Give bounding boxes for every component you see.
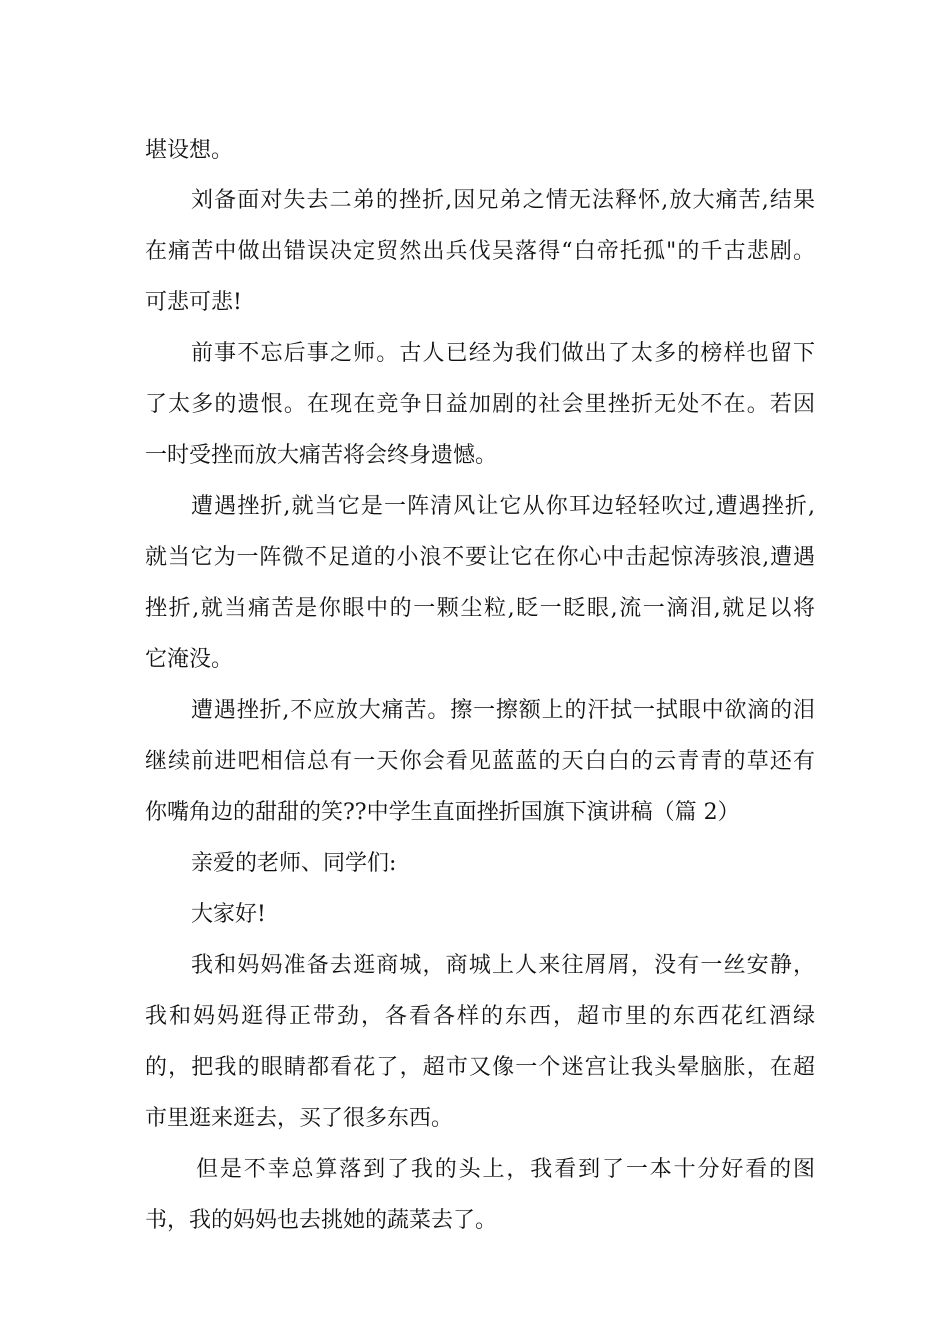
- paragraph-mall-line-2: 我和妈妈逛得正带劲，各看各样的东西，超市里的东西花红酒绿: [145, 1004, 815, 1029]
- paragraph-lesson-line-2: 了太多的遗恨。在现在竞争日益加剧的社会里挫折无处不在。若因: [145, 392, 815, 417]
- paragraph-liubei-line-2: 在痛苦中做出错误决定贸然出兵伐吴落得“白帝托孤"的千古悲剧。: [145, 239, 815, 264]
- paragraph-setback-line-4: 它淹没。: [145, 647, 234, 672]
- paragraph-mall-line-3: 的，把我的眼睛都看花了，超市又像一个迷宫让我头晕脑胀，在超: [145, 1055, 815, 1080]
- paragraph-setback-line-3: 挫折,就当痛苦是你眼中的一颗尘粒,眨一眨眼,流一滴泪,就足以将: [145, 596, 815, 621]
- paragraph-book-line-2: 书，我的妈妈也去挑她的蔬菜去了。: [145, 1208, 498, 1233]
- paragraph-book-line-1: 但是不幸总算落到了我的头上，我看到了一本十分好看的图: [196, 1157, 815, 1182]
- paragraph-lesson-line-3: 一时受挫而放大痛苦将会终身遗憾。: [145, 443, 498, 468]
- paragraph-liubei-line-3: 可悲可悲!: [145, 290, 242, 315]
- text-line-1: 堪设想。: [145, 138, 234, 163]
- paragraph-setback-line-2: 就当它为一阵微不足道的小浪不要让它在你心中击起惊涛骇浪,遭遇: [145, 545, 815, 570]
- paragraph-forward-line-2: 继续前进吧相信总有一天你会看见蓝蓝的天白白的云青青的草还有: [145, 749, 815, 774]
- paragraph-lesson-line-1: 前事不忘后事之师。古人已经为我们做出了太多的榜样也留下: [191, 341, 815, 366]
- greeting: 大家好!: [191, 902, 266, 927]
- paragraph-setback-line-1: 遭遇挫折,就当它是一阵清风让它从你耳边轻轻吹过,遭遇挫折,: [191, 494, 815, 519]
- salutation: 亲爱的老师、同学们:: [191, 851, 397, 876]
- paragraph-forward-line-3: 你嘴角边的甜甜的笑??中学生直面挫折国旗下演讲稿（篇 2）: [145, 800, 740, 825]
- paragraph-forward-line-1: 遭遇挫折,不应放大痛苦。擦一擦额上的汗拭一拭眼中欲滴的泪: [191, 698, 815, 723]
- paragraph-liubei-line-1: 刘备面对失去二弟的挫折,因兄弟之情无法释怀,放大痛苦,结果: [191, 188, 815, 213]
- paragraph-mall-line-4: 市里逛来逛去，买了很多东西。: [145, 1106, 454, 1131]
- paragraph-mall-line-1: 我和妈妈准备去逛商城，商城上人来往屑屑，没有一丝安静，: [191, 953, 815, 978]
